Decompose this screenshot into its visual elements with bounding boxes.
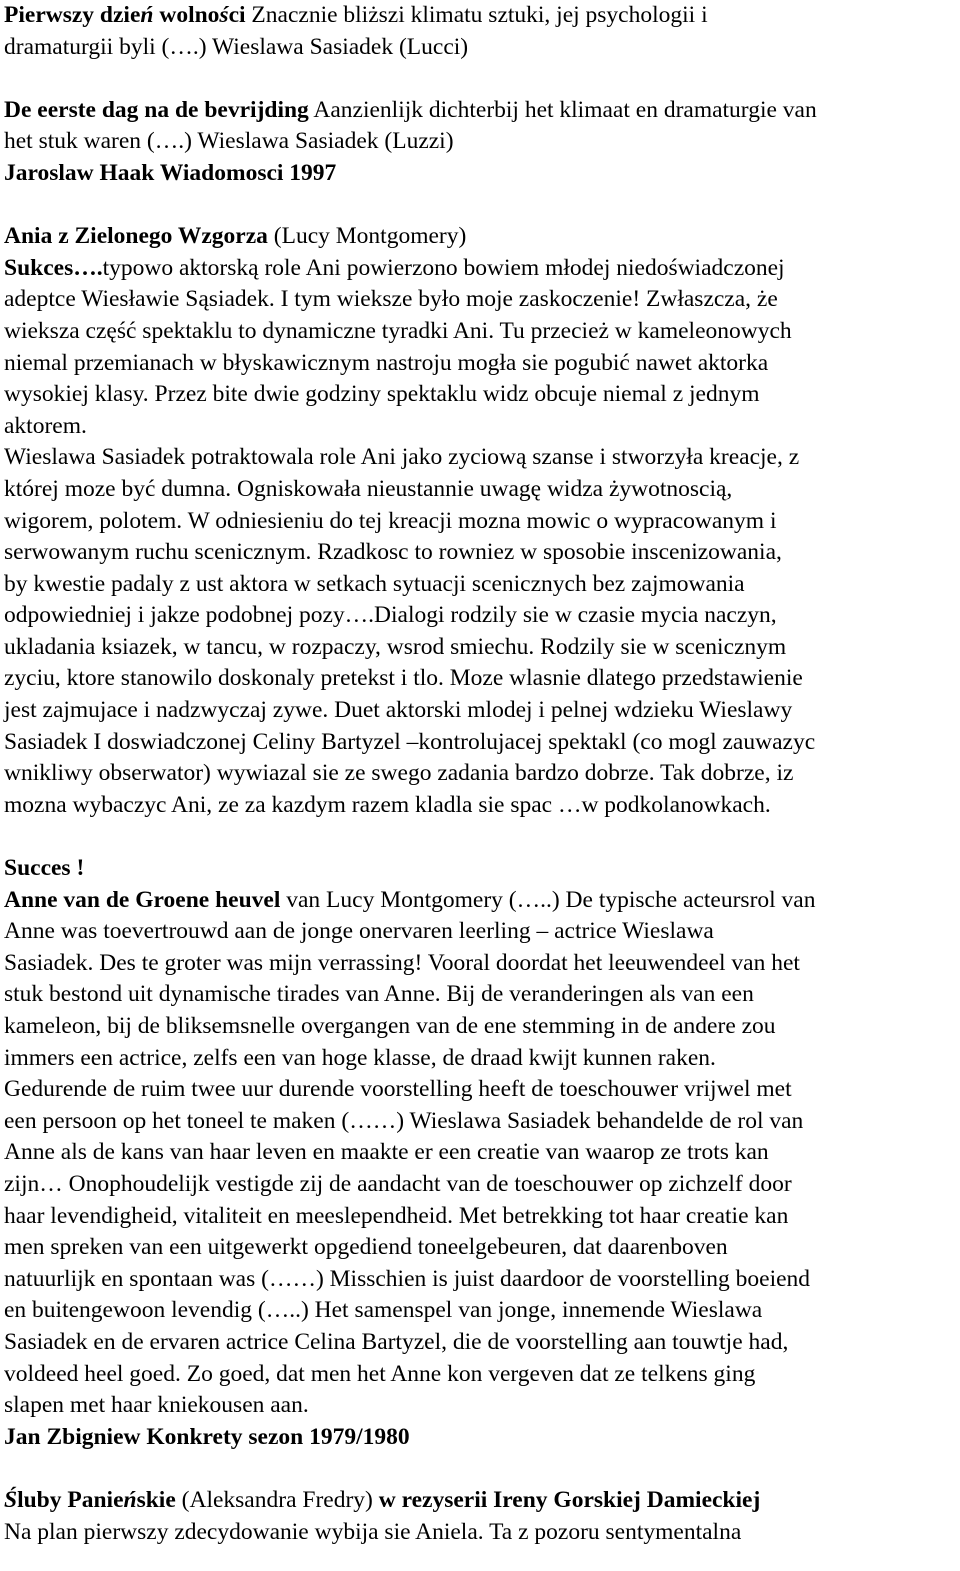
text-run: ukladania ksiazek, w tancu, w rozpaczy, wsrod smiechu. Rodzily sie w scenicznym [4, 633, 787, 660]
text-run: adeptce Wiesławie Sąsiadek. I tym wieksze było moje zaskoczenie! Zwłaszcza, że [4, 286, 778, 313]
paragraph-gap [4, 1453, 956, 1485]
text-run: dramaturgii byli (….) Wieslawa Sasiadek (Lucci) [4, 33, 469, 60]
text-line [4, 1011, 956, 1043]
text-run: aktorem. [4, 412, 87, 439]
bold-text-run: skie [136, 1486, 176, 1513]
paragraph [4, 221, 956, 821]
text-line [4, 442, 956, 474]
text-run: Anne als de kans van haar leven en maakte er een creatie van waarop ze trots kan [4, 1139, 769, 1166]
text-run: immers een actrice, zelfs een van hoge klasse, de draad kwijt kunnen raken. [4, 1044, 716, 1071]
text-run: wysokiej klasy. Przez bite dwie godziny spektaklu widz obcuje niemal z jednym [4, 381, 760, 408]
text-run: Sasiadek I doswiadczonej Celiny Bartyzel –kontrolujacej spektakl (co mogl zauwazyc [4, 728, 816, 755]
text-line [4, 379, 956, 411]
text-line [4, 727, 956, 759]
text-line [4, 537, 956, 569]
text-run: wieksza część spektaklu to dynamiczne tyradki Ani. Tu przecież w kameleonowych [4, 317, 792, 344]
text-line [4, 1517, 956, 1549]
text-line [4, 1327, 956, 1359]
text-run: typowo aktorską role Ani powierzono bowiem młodej niedoświadczonej [102, 254, 785, 281]
text-line [4, 221, 956, 253]
bold-text-run: Pierwszy dzie [4, 2, 141, 28]
bold-text-run: ś [219, 2, 229, 28]
text-line [4, 1422, 956, 1454]
text-line [4, 95, 956, 127]
text-run: Na plan pierwszy zdecydowanie wybija sie Aniela. Ta z pozoru sentymentalna [4, 1518, 742, 1545]
text-line [4, 663, 956, 695]
bold-text-run: wolno [153, 2, 220, 28]
bold-text-run: w rezyserii Ireny Gorskiej Damieckiej [378, 1486, 761, 1513]
text-run: której moze być dumna. Ogniskowała nieustannie uwagę widza żywotnoscią, [4, 475, 733, 502]
paragraph [4, 1485, 956, 1548]
bold-text-run: luby Panie [17, 1486, 124, 1513]
text-run: het stuk waren (….) Wieslawa Sasiadek (Luzzi) [4, 128, 454, 155]
text-run: Anne was toevertrouwd aan de jonge onervaren leerling – actrice Wieslawa [4, 918, 714, 945]
text-line [4, 474, 956, 506]
bold-text-run: Sukces…. [4, 254, 103, 281]
text-run: Aanzienlijk dichterbij het klimaat en dramaturgie van [308, 96, 817, 123]
text-run: (Lucy Montgomery) [267, 223, 467, 250]
text-line [4, 1359, 956, 1391]
text-run: kameleon, bij de bliksemsnelle overgangen van de ene stemming in de andere zou [4, 1013, 776, 1039]
text-line [4, 284, 956, 316]
text-line [4, 1201, 956, 1233]
text-line [4, 506, 956, 538]
text-line [4, 790, 956, 822]
text-line [4, 948, 956, 980]
text-run: by kwestie padaly z ust aktora w setkach sytuacji scenicznych bez zajmowania [4, 570, 745, 597]
text-run: natuurlijk en spontaan was (……) Misschien is juist daardoor de voorstelling boeiend [4, 1265, 811, 1292]
text-run: en buitengewoon levendig (…..) Het samenspel van jonge, innemende Wieslawa [4, 1297, 763, 1324]
text-run: Sasiadek. Des te groter was mijn verrassing! Vooral doordat het leeuwendeel van het [4, 949, 800, 976]
text-line [4, 916, 956, 948]
text-line [4, 569, 956, 601]
text-run: een persoon op het toneel te maken (……) Wieslawa Sasiadek behandelde de rol van [4, 1107, 804, 1134]
text-line [4, 695, 956, 727]
text-line [4, 1137, 956, 1169]
text-run: (Aleksandra Fredry) [175, 1486, 379, 1513]
bold-text-run: Anne van de Groene heuvel [4, 886, 281, 913]
bold-text-run: Succes ! [4, 855, 85, 882]
bold-text-run: Jaroslaw Haak Wiadomosci 1997 [4, 159, 337, 186]
text-line [4, 979, 956, 1011]
text-line [4, 1106, 956, 1138]
text-line [4, 1169, 956, 1201]
text-run: Wieslawa Sasiadek potraktowala role Ani jako zyciową szanse i stworzyła kreacje, z [4, 444, 800, 471]
text-run: zyciu, ktore stanowilo doskonaly pretekst i tlo. Moze wlasnie dlatego przedstawienie [4, 665, 803, 692]
text-run: men spreken van een uitgewerkt opgediend toneelgebeuren, dat daarenboven [4, 1234, 728, 1261]
bold-text-run: Ania z Zielonego Wzgorza [4, 223, 268, 250]
text-run: slapen met haar kniekousen aan. [4, 1392, 309, 1419]
text-line [4, 32, 956, 64]
text-line [4, 126, 956, 158]
text-line [4, 1390, 956, 1422]
text-line [4, 158, 956, 190]
text-line [4, 0, 956, 32]
paragraph [4, 0, 956, 63]
text-run: wnikliwy obserwator) wywiazal sie ze swego zadania bardzo dobrze. Tak dobrze, iz [4, 760, 794, 787]
bold-text-run: De eerste dag na de bevrijding [4, 96, 309, 123]
text-line [4, 1264, 956, 1296]
text-line [4, 632, 956, 664]
text-run: Znacznie bliższi klimatu sztuki, jej psychologii i [245, 2, 708, 28]
text-run: serwowanym ruchu scenicznym. Rzadkosc to rowniez w sposobie inscenizowania, [4, 539, 782, 566]
text-line [4, 758, 956, 790]
paragraph-gap [4, 63, 956, 95]
text-run: voldeed heel goed. Zo goed, dat men het Anne kon vergeven dat ze telkens ging [4, 1360, 756, 1387]
bold-text-run: ń [123, 1486, 137, 1513]
text-line [4, 600, 956, 632]
text-line [4, 885, 956, 917]
text-run: niemal przemianach w błyskawicznym nastroju mogła sie pogubić nawet aktorka [4, 349, 769, 376]
text-line [4, 1295, 956, 1327]
text-run: zijn… Onophoudelijk vestigde zij de aandacht van de toeschouwer op zichzelf door [4, 1170, 792, 1197]
text-line [4, 253, 956, 285]
text-run: odpowiedniej i jakze podobnej pozy….Dialogi rodzily sie w czasie mycia naczyn, [4, 602, 777, 629]
bold-text-run: ci [228, 2, 246, 28]
text-run: Gedurende de ruim twee uur durende voorstelling heeft de toeschouwer vrijwel met [4, 1076, 792, 1103]
paragraph [4, 95, 956, 190]
text-run: wigorem, polotem. W odniesieniu do tej kreacji mozna mowic o wypracowanym i [4, 507, 777, 534]
text-run: jest zajmujace i nadzwyczaj zywe. Duet aktorski mlodej i pelnej wdzieku Wieslawy [4, 697, 793, 724]
text-line [4, 1074, 956, 1106]
text-line [4, 316, 956, 348]
bold-text-run: Ś [4, 1486, 18, 1513]
paragraph [4, 853, 956, 1453]
text-line [4, 1485, 956, 1517]
text-run: Sasiadek en de ervaren actrice Celina Bartyzel, die de voorstelling aan touwtje had, [4, 1328, 789, 1355]
bold-text-run: ń [140, 2, 154, 28]
text-line [4, 348, 956, 380]
text-line [4, 1043, 956, 1075]
text-line [4, 411, 956, 443]
text-run: haar levendigheid, vitaliteit en meeslependheid. Met betrekking tot haar creatie kan [4, 1202, 789, 1229]
paragraph-gap [4, 821, 956, 853]
text-line [4, 853, 956, 885]
text-run: van Lucy Montgomery (…..) De typische acteursrol van [280, 886, 816, 913]
text-run: mozna wybaczyc Ani, ze za kazdym razem kladla sie spac …w podkolanowkach. [4, 791, 771, 818]
bold-text-run: Jan Zbigniew Konkrety sezon 1979/1980 [4, 1423, 410, 1450]
text-run: stuk bestond uit dynamische tirades van Anne. Bij de veranderingen als van een [4, 981, 754, 1008]
text-line [4, 1232, 956, 1264]
paragraph-gap [4, 190, 956, 222]
